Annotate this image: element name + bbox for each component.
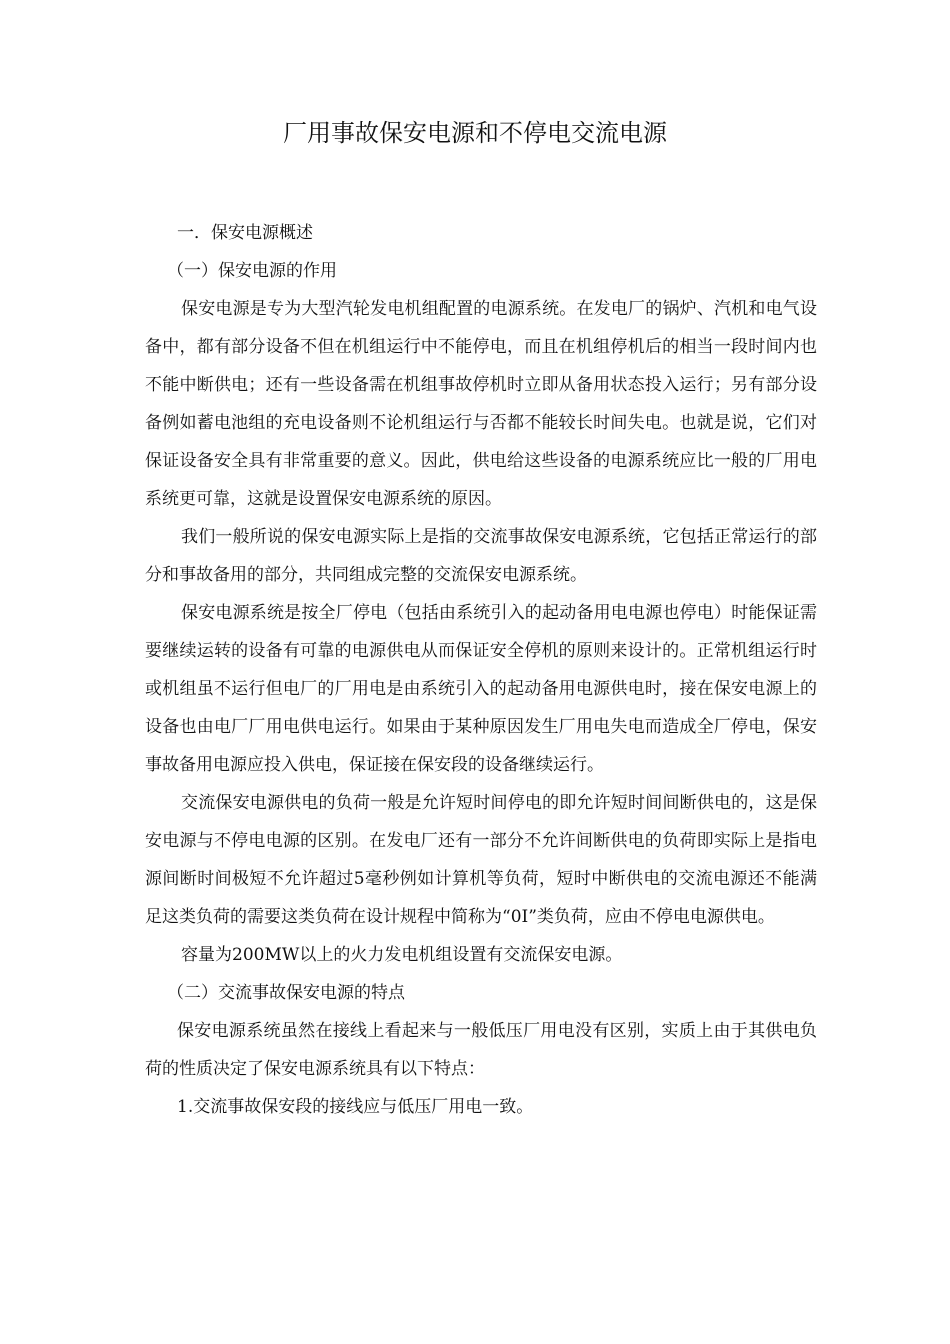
document-body	[145, 214, 817, 1126]
paragraph: 容量为200MW以上的火力发电机组设置有交流保安电源。	[181, 945, 623, 965]
paragraph: 我们一般所说的保安电源实际上是指的交流事故保安电源系统，它包括正常运行的部分和事故备用的部分，共同组成完整的交流保安电源系统。	[145, 527, 817, 585]
subsection-heading: （二）交流事故保安电源的特点	[167, 983, 405, 1003]
paragraph: 交流保安电源供电的负荷一般是允许短时间停电的即允许短时间间断供电的，这是保安电源与不停电电源的区别。在发电厂还有一部分不允许间断供电的负荷即实际上是指电源间断时间极短不允许超过5毫秒例如计算机等负荷，短时中断供电的交流电源还不能满足这类负荷的需要这类负荷在设计规程中简称为“0I”类负荷，应由不停电电源供电。	[145, 793, 817, 927]
list-item: 1.交流事故保安段的接线应与低压厂用电一致。	[177, 1097, 534, 1117]
section-heading: 一．保安电源概述	[177, 223, 313, 243]
paragraph: 保安电源系统是按全厂停电（包括由系统引入的起动备用电电源也停电）时能保证需要继续运转的设备有可靠的电源供电从而保证安全停机的原则来设计的。正常机组运行时或机组虽不运行但电厂的厂用电是由系统引入的起动备用电源供电时，接在保安电源上的设备也由电厂厂用电供电运行。如果由于某种原因发生厂用电失电而造成全厂停电，保安事故备用电源应投入供电，保证接在保安段的设备继续运行。	[145, 603, 817, 775]
document-title: 厂用事故保安电源和不停电交流电源	[283, 119, 667, 147]
subsection-heading: （一）保安电源的作用	[167, 261, 337, 281]
paragraph: 保安电源是专为大型汽轮发电机组配置的电源系统。在发电厂的锅炉、汽机和电气设备中，都有部分设备不但在机组运行中不能停电，而且在机组停机后的相当一段时间内也不能中断供电；还有一些设备需在机组事故停机时立即从备用状态投入运行；另有部分设备例如蓄电池组的充电设备则不论机组运行与否都不能较长时间失电。也就是说，它们对保证设备安全具有非常重要的意义。因此，供电给这些设备的电源系统应比一般的厂用电系统更可靠，这就是设置保安电源系统的原因。	[145, 299, 817, 509]
paragraph: 保安电源系统虽然在接线上看起来与一般低压厂用电没有区别，实质上由于其供电负荷的性质决定了保安电源系统具有以下特点：	[145, 1021, 817, 1079]
